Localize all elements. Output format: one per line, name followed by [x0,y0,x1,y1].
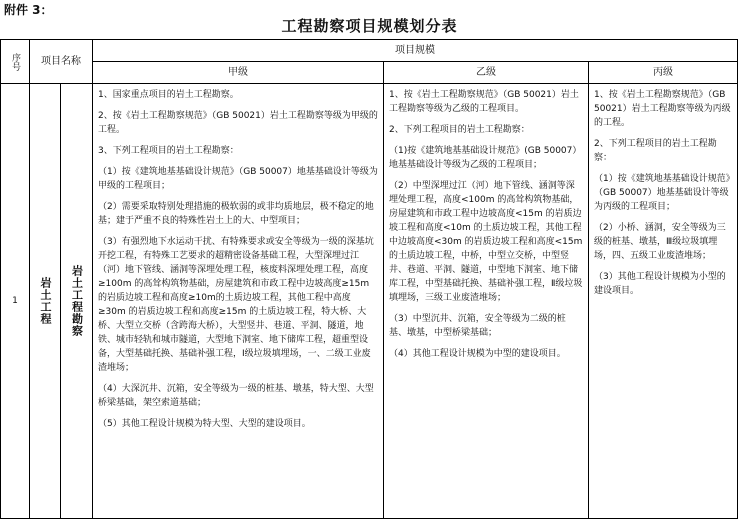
row-seq: 1 [1,84,30,519]
grade-b-content [384,84,588,518]
grade-a-item: 3、下列工程项目的岩土工程勘察： [98,146,239,156]
grade-a-item: （1）按《建筑地基基础设计规范》（GB 50007）地基基础设计等级为甲级的工程项目； [98,167,378,191]
grade-b-item: （2）中型深埋过江（河）地下管线、涵洞等深埋处理工程，高度<100m 的高耸构筑物基础，房屋建筑和市政工程中边坡高度<15m 的岩质边坡工程和高度<10m 的土质边坡工程，其他工程中边坡高度<30m 的岩质边坡工程和高度<15m 的土质边坡工程，中桥，中型立交桥，中型竖井、巷道、平洞、隧道，中型地下洞室、地下储库工程，中型基础托换、基础补强工程，Ⅱ级垃圾填埋场，三级工业废渣堆场； [389,181,583,303]
scale-table [0,39,738,519]
header-project-name: 项目名称 [30,40,93,84]
row-category [30,84,61,519]
header-project-scale: 项目规模 [93,40,738,62]
sub-category-text: 岩土工程勘察 [70,265,84,337]
grade-a-cell [93,84,384,519]
header-grade-b: 乙级 [384,62,589,84]
page-title: 工程勘察项目规模划分表 [281,17,458,35]
grade-c-content [589,84,737,518]
row-sub-category [61,84,93,519]
category-text: 岩土工程 [39,277,52,325]
grade-b-item: （3）中型沉井、沉箱，安全等级为二级的桩基、墩基，中型桥梁基础； [389,314,566,338]
grade-a-item: （3）有强烈地下水运动干扰、有特殊要求或安全等级为一级的深基坑开挖工程，有特殊工艺要求的超精密设备基础工程，大型深埋过江（河）地下管线、涵洞等深埋处理工程，核废料深埋处理工程，高度≥100m 的高耸构筑物基础，房屋建筑和市政工程中边坡高度≥15m的岩质边坡工程和高度≥10m的土质边坡工程，其他工程中高度≥30m 的岩质边坡工程和高度≥15m 的土质边坡工程，特大桥、大桥、大型立交桥（含跨海大桥），大型竖井、巷道、平洞、隧道，地铁、城市轻轨和城市隧道，大型地下洞室、地下储库工程，超重型设备，大型基础托换、基础补强工程，Ⅰ级垃圾填埋场，一、二级工业废渣堆场； [98,237,374,373]
grade-c-item: （3）其他工程设计规模为小型的建设项目。 [594,272,726,296]
grade-b-item: （4）其他工程设计规模为中型的建设项目。 [389,349,566,359]
grade-c-item: 2、下列工程项目的岩土工程勘察： [594,139,717,163]
attachment-label: 附件 3： [4,3,53,17]
grade-b-item: （1)按《建筑地基基础设计规范》(GB 50007）地基基础设计等级为乙级的工程项目； [389,146,582,170]
grade-a-item: 1、国家重点项目的岩土工程勘察。 [98,90,239,100]
grade-c-item: （2）小桥、涵洞，安全等级为三级的桩基、墩基，Ⅲ级垃圾填埋场，四、五级工业废渣堆场； [594,223,726,261]
grade-a-item: （5）其他工程设计规模为特大型、大型的建设项目。 [98,419,311,429]
grade-a-item: （4）大深沉井、沉箱，安全等级为一级的桩基、墩基，特大型、大型桥梁基础，架空索道基础； [98,384,374,408]
header-seq-text: 序号 [10,52,20,71]
grade-a-item: （2）需要采取特别处理措施的极软弱的或非均质地层，极不稳定的地基；建于严重不良的特殊性岩土上的大、中型项目； [98,202,374,226]
grade-b-cell [384,84,589,519]
grade-a-item: 2、按《岩土工程勘察规范》（GB 50021）岩土工程勘察等级为甲级的工程。 [98,111,378,135]
grade-c-item: （1）按《建筑地基基础设计规范》（GB 50007）地基基础设计等级为丙级的工程项目； [594,174,731,212]
grade-a-content [93,84,383,518]
grade-c-item: 1、按《岩土工程勘察规范》（GB 50021）岩土工程勘察等级为丙级的工程。 [594,90,731,128]
header-seq [1,40,30,84]
grade-b-item: 2、下列工程项目的岩土工程勘察： [389,125,530,135]
header-grade-a: 甲级 [93,62,384,84]
grade-c-cell [589,84,738,519]
grade-b-item: 1、按《岩土工程勘察规范》（GB 50021）岩土工程勘察等级为乙级的工程项目。 [389,90,579,114]
header-grade-c: 丙级 [589,62,738,84]
